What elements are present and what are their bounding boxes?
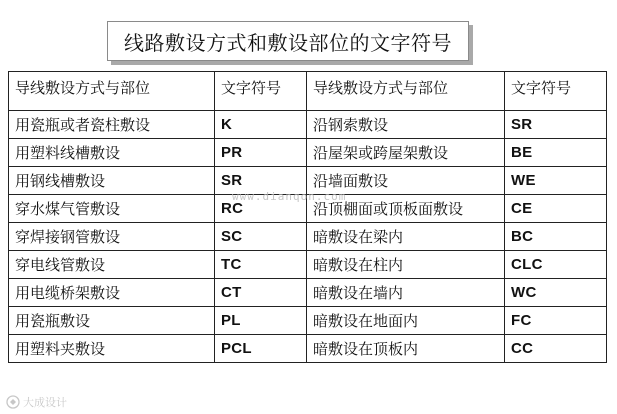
page-title-box xyxy=(107,21,469,61)
method-left-cell: 用瓷瓶敷设 xyxy=(9,307,215,335)
brand-logo-icon xyxy=(6,395,20,409)
table-row xyxy=(9,111,607,139)
table-row xyxy=(9,279,607,307)
method-left-cell: 用塑料线槽敷设 xyxy=(9,139,215,167)
table-row xyxy=(9,307,607,335)
code-left-cell: PCL xyxy=(215,335,307,363)
code-right-cell: SR xyxy=(505,111,607,139)
method-right-cell: 暗敷设在顶板内 xyxy=(307,335,505,363)
code-right-cell: BE xyxy=(505,139,607,167)
table-row xyxy=(9,251,607,279)
code-left-cell: RC xyxy=(215,195,307,223)
header-code-left: 文字符号 xyxy=(215,72,307,111)
code-right-cell: WC xyxy=(505,279,607,307)
method-right-cell: 暗敷设在地面内 xyxy=(307,307,505,335)
method-right-cell: 沿屋架或跨屋架敷设 xyxy=(307,139,505,167)
code-left-cell: SC xyxy=(215,223,307,251)
header-code-right: 文字符号 xyxy=(505,72,607,111)
method-left-cell: 穿焊接钢管敷设 xyxy=(9,223,215,251)
symbols-table xyxy=(8,71,607,363)
method-right-cell: 沿顶棚面或顶板面敷设 xyxy=(307,195,505,223)
header-method-left: 导线敷设方式与部位 xyxy=(9,72,215,111)
method-left-cell: 用电缆桥架敷设 xyxy=(9,279,215,307)
method-left-cell: 用瓷瓶或者瓷柱敷设 xyxy=(9,111,215,139)
table-header-row xyxy=(9,72,607,111)
header-method-right: 导线敷设方式与部位 xyxy=(307,72,505,111)
site-watermark: www.dianqon.com xyxy=(232,190,347,203)
code-right-cell: CC xyxy=(505,335,607,363)
code-right-cell: FC xyxy=(505,307,607,335)
method-right-cell: 沿钢索敷设 xyxy=(307,111,505,139)
code-right-cell: CLC xyxy=(505,251,607,279)
table-row xyxy=(9,139,607,167)
method-left-cell: 穿电线管敷设 xyxy=(9,251,215,279)
code-right-cell: WE xyxy=(505,167,607,195)
method-left-cell: 穿水煤气管敷设 xyxy=(9,195,215,223)
code-right-cell: BC xyxy=(505,223,607,251)
table-row xyxy=(9,195,607,223)
code-left-cell: K xyxy=(215,111,307,139)
method-right-cell: 暗敷设在墙内 xyxy=(307,279,505,307)
brand-logo xyxy=(6,394,67,410)
brand-logo-text: 大成设计 xyxy=(23,396,67,409)
method-right-cell: 沿墙面敷设 xyxy=(307,167,505,195)
table-row xyxy=(9,167,607,195)
table-row xyxy=(9,335,607,363)
method-right-cell: 暗敷设在柱内 xyxy=(307,251,505,279)
table-row xyxy=(9,223,607,251)
method-left-cell: 用塑料夹敷设 xyxy=(9,335,215,363)
page-title: 线路敷设方式和敷设部位的文字符号 xyxy=(124,30,452,55)
code-left-cell: CT xyxy=(215,279,307,307)
method-left-cell: 用钢线槽敷设 xyxy=(9,167,215,195)
code-left-cell: PL xyxy=(215,307,307,335)
method-right-cell: 暗敷设在梁内 xyxy=(307,223,505,251)
code-left-cell: PR xyxy=(215,139,307,167)
code-right-cell: CE xyxy=(505,195,607,223)
code-left-cell: SR xyxy=(215,167,307,195)
code-left-cell: TC xyxy=(215,251,307,279)
